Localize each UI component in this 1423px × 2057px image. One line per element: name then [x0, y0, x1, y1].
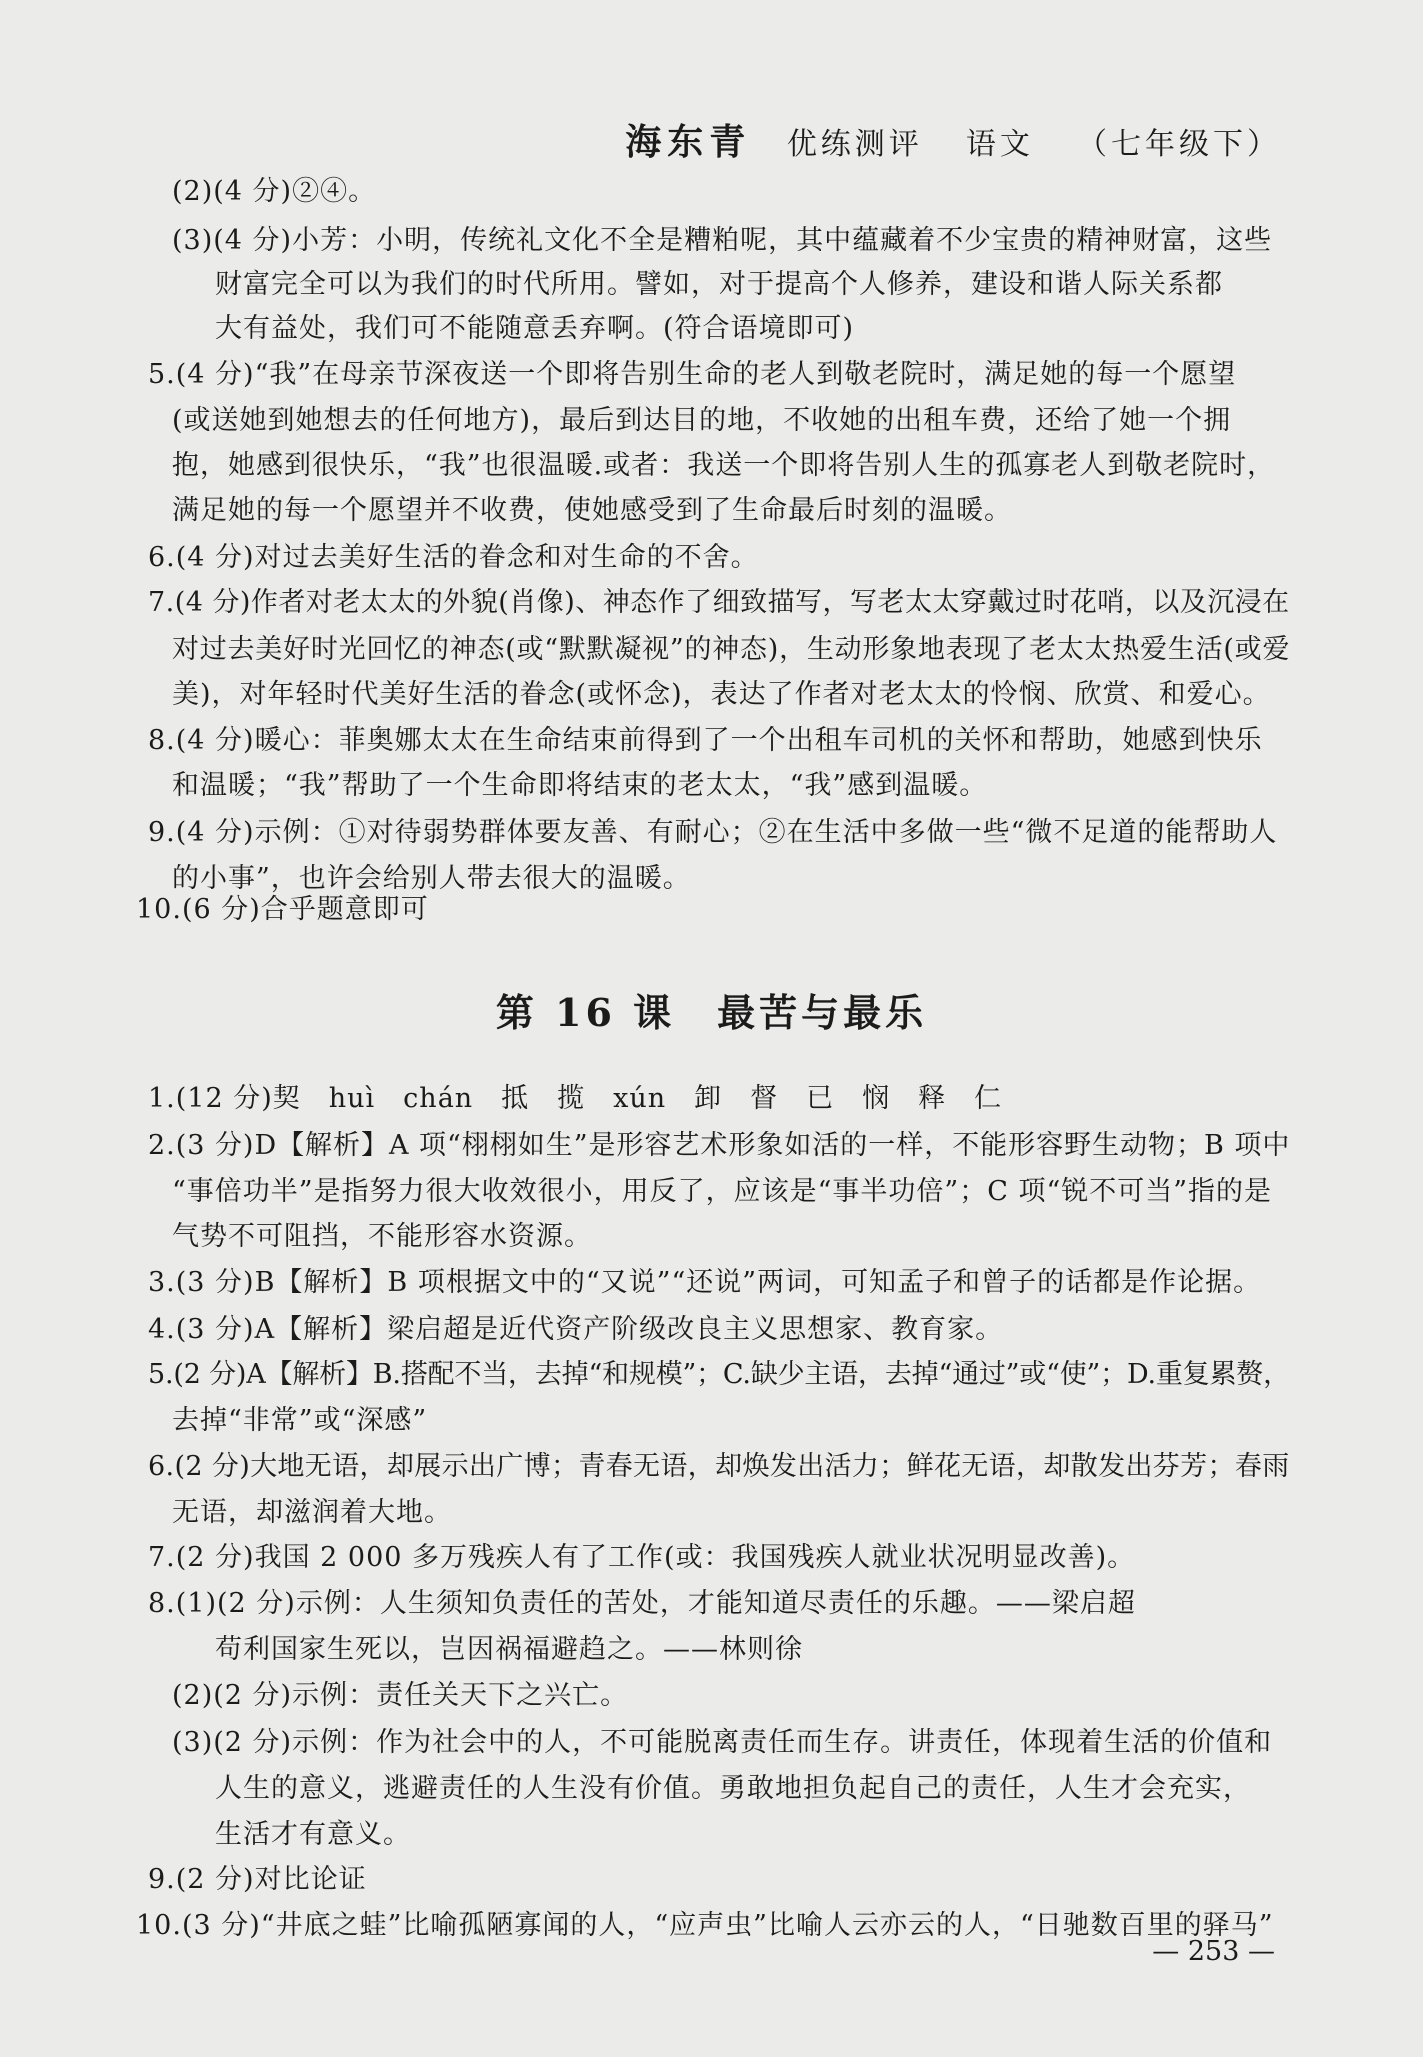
answer-line: 2.(3 分)D【解析】A 项“栩栩如生”是形容艺术形象如活的一样，不能形容野生动物；B 项中	[148, 1130, 1291, 1161]
answer-line: 3.(3 分)B【解析】B 项根据文中的“又说”“还说”两词，可知孟子和曾子的话都是作论据。	[148, 1267, 1262, 1298]
answer-line: 10.(6 分)合乎题意即可	[136, 894, 429, 925]
answer-line: 5.(2 分)A【解析】B.搭配不当，去掉“和规模”；C.缺少主语，去掉“通过”或“使”；D.重复累赘，	[148, 1359, 1290, 1390]
answer-line: 6.(4 分)对过去美好生活的眷念和对生命的不舍。	[148, 542, 759, 573]
answer-line: 满足她的每一个愿望并不收费，使她感受到了生命最后时刻的温暖。	[172, 495, 1012, 526]
answer-line: 的小事”，也许会给别人带去很大的温暖。	[172, 863, 691, 894]
answer-line: 大有益处，我们可不能随意丢弃啊。(符合语境即可)	[215, 313, 855, 344]
answer-line: 1.(12 分)契 huì chán 抵 揽 xún 卸 督 已 悯 释 仁	[148, 1083, 1003, 1114]
answer-line: 4.(3 分)A【解析】梁启超是近代资产阶级改良主义思想家、教育家。	[148, 1314, 1004, 1345]
answer-line: 8.(1)(2 分)示例：人生须知负责任的苦处，才能知道尽责任的乐趣。——梁启超	[148, 1588, 1136, 1619]
lesson-title: 第 16 课 最苦与最乐	[495, 990, 928, 1035]
page-number: — 253 —	[1152, 1936, 1275, 1967]
answer-line: 人生的意义，逃避责任的人生没有价值。勇敢地担负起自己的责任，人生才会充实，	[215, 1773, 1251, 1804]
answer-line: 苟利国家生死以，岂因祸福避趋之。——林则徐	[215, 1634, 803, 1665]
grade-label: （七年级下）	[1077, 127, 1281, 162]
answer-line: 6.(2 分)大地无语，却展示出广博；青春无语，却焕发出活力；鲜花无语，却散发出芬芳；春雨	[148, 1451, 1290, 1482]
answer-line: 美)，对年轻时代美好生活的眷念(或怀念)，表达了作者对老太太的怜悯、欣赏、和爱心。	[172, 679, 1271, 710]
answer-line: 5.(4 分)“我”在母亲节深夜送一个即将告别生命的老人到敬老院时，满足她的每一个愿望	[148, 359, 1237, 390]
page-header	[625, 114, 1281, 165]
subject-name: 语文	[965, 127, 1034, 162]
answer-line: 9.(2 分)对比论证	[148, 1864, 367, 1895]
answer-line: 气势不可阻挡，不能形容水资源。	[172, 1221, 592, 1252]
answer-line: 和温暖；“我”帮助了一个生命即将结束的老太太，“我”感到温暖。	[172, 770, 988, 801]
answer-line: 对过去美好时光回忆的神态(或“默默凝视”的神态)，生动形象地表现了老太太热爱生活(或爱	[172, 634, 1291, 665]
answer-line: 8.(4 分)暖心：菲奥娜太太在生命结束前得到了一个出租车司机的关怀和帮助，她感到快乐	[148, 725, 1263, 756]
answer-line: (3)(4 分)小芳：小明，传统礼文化不全是糟粕呢，其中蕴藏着不少宝贵的精神财富，这些	[172, 225, 1273, 256]
answer-line: 去掉“非常”或“深感”	[172, 1405, 428, 1436]
answer-line: 9.(4 分)示例：①对待弱势群体要友善、有耐心；②在生活中多做一些“微不足道的能帮助人	[148, 817, 1278, 848]
answer-line: 7.(2 分)我国 2 000 多万残疾人有了工作(或：我国残疾人就业状况明显改善)。	[148, 1542, 1136, 1573]
brand-name: 海东青	[625, 121, 752, 163]
series-name: 优练测评	[786, 127, 923, 162]
answer-line: 无语，却滋润着大地。	[172, 1497, 452, 1528]
answer-line: (2)(2 分)示例：责任关天下之兴亡。	[172, 1680, 629, 1711]
answer-line: 财富完全可以为我们的时代所用。譬如，对于提高个人修养，建设和谐人际关系都	[215, 269, 1223, 300]
answer-line: 抱，她感到很快乐，“我”也很温暖.或者：我送一个即将告别人生的孤寡老人到敬老院时，	[172, 450, 1276, 481]
answer-line: (或送她到她想去的任何地方)，最后到达目的地，不收她的出租车费，还给了她一个拥	[172, 405, 1232, 436]
answer-line: “事倍功半”是指努力很大收效很小，用反了，应该是“事半功倍”；C 项“锐不可当”指的是	[172, 1176, 1273, 1207]
answer-line: 10.(3 分)“井底之蛙”比喻孤陋寡闻的人，“应声虫”比喻人云亦云的人，“日驰数百里的驿马”	[136, 1910, 1274, 1941]
answer-line: (2)(4 分)②④。	[172, 176, 377, 207]
answer-line: (3)(2 分)示例：作为社会中的人，不可能脱离责任而生存。讲责任，体现着生活的价值和	[172, 1727, 1273, 1758]
answer-line: 7.(4 分)作者对老太太的外貌(肖像)、神态作了细致描写，写老太太穿戴过时花哨，以及沉浸在	[148, 587, 1290, 618]
answer-line: 生活才有意义。	[215, 1819, 411, 1850]
